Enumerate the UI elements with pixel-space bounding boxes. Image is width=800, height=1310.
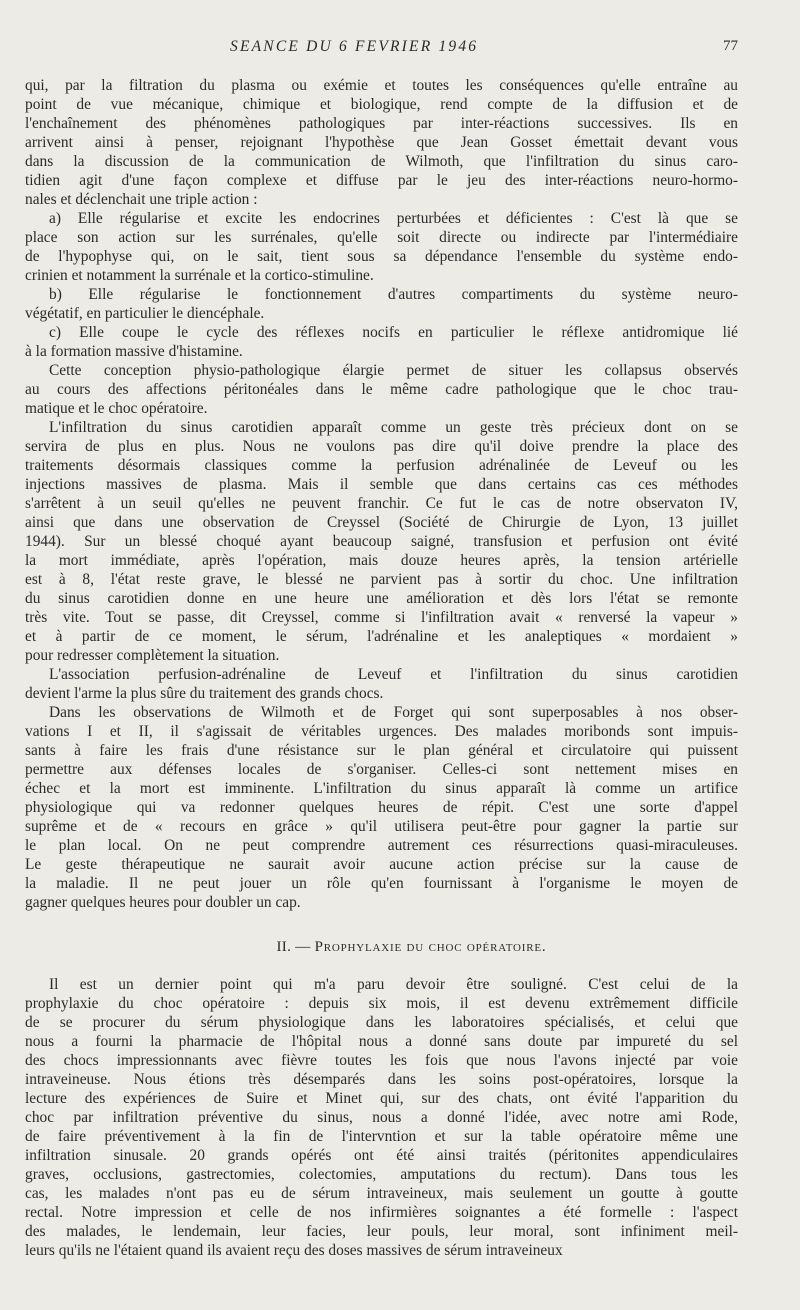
text-line: qui, par la filtration du plasma ou exémie et toutes les conséquences qu'elle entraîne au (25, 77, 738, 94)
text-line: végétatif, en particulier le diencéphale. (25, 305, 265, 322)
text-line: la maladie. Il ne peut jouer un rôle qu'en fournissant à l'organisme le moyen de (25, 875, 738, 892)
text-line: b) Elle régularise le fonctionnement d'autres compartiments du système neuro- (49, 286, 738, 303)
section-heading (25, 938, 738, 957)
text-line: la mort immédiate, après l'opération, mais douze heures après, la tension artérielle (25, 552, 738, 569)
text-line: nous a fourni la pharmacie de l'hôpital nous a donné sans doute par impureté du sel (25, 1033, 738, 1050)
text-line: L'association perfusion-adrénaline de Leveuf et l'infiltration du sinus carotidien (49, 666, 738, 683)
running-head (0, 38, 800, 60)
paragraph (25, 665, 738, 703)
paragraph-block (25, 76, 738, 912)
text-line: permettre aux défenses locales de s'organiser. Celles-ci sont nettement mises en (25, 761, 738, 778)
text-line: Dans les observations de Wilmoth et de Forget qui sont superposables à nos obser- (49, 704, 738, 721)
text-line: a) Elle régularise et excite les endocrines perturbées et déficientes : C'est là que se (49, 210, 738, 227)
text-line: s'arrêtent à un seuil qu'elles ne peuvent franchir. Ce fut le cas de notre observaton IV, (25, 495, 738, 512)
paragraph (25, 285, 738, 323)
text-line: traitements désormais classiques comme la perfusion adrénalinée de Leveuf ou les (25, 457, 738, 474)
text-line: au cours des affections péritonéales dans le même cadre pathologique que le choc trau- (25, 381, 738, 398)
text-line: servira de plus en plus. Nous ne voulons pas dire qu'il doive prendre la place des (25, 438, 738, 455)
text-line: suprême et de « recours en grâce » qu'il utilisera peut-être pour gagner la partie sur (25, 818, 738, 835)
text-line: L'infiltration du sinus carotidien apparaît comme un geste très précieux dont on se (49, 419, 738, 436)
text-line: physiologique qui va redonner quelques heures de répit. C'est une sorte d'appel (25, 799, 738, 816)
text-line: cas, les malades n'ont pas eu de sérum intraveineux, mais seulement un goutte à goutte (25, 1185, 738, 1202)
text-line: échec et la mort est imminente. L'infiltration du sinus apparaît là comme un artifice (25, 780, 738, 797)
text-line: nales et déclenchait une triple action : (25, 191, 258, 208)
text-line: l'enchaînement des phénomènes pathologiques par inter-réactions successives. Ils en (25, 115, 738, 132)
text-line: arrivent ainsi à penser, rejoignant l'hypothèse que Jean Gosset émettait devant vous (25, 134, 738, 151)
section-title: Prophylaxie du choc opératoire. (314, 939, 547, 955)
text-line: à la formation massive d'histamine. (25, 343, 243, 360)
text-line: devient l'arme la plus sûre du traitement des grands chocs. (25, 685, 384, 702)
text-line: dans la discussion de la communication de Wilmoth, que l'infiltration du sinus caro- (25, 153, 738, 170)
running-title: SEANCE DU 6 FEVRIER 1946 (230, 38, 479, 55)
paragraph (25, 703, 738, 912)
text-line: et à partir de ce moment, le sérum, l'adrénaline et les analeptiques « mordaient » (25, 628, 738, 645)
text-line: de se procurer du sérum physiologique dans les laboratoires spécialisés, et celui que (25, 1014, 738, 1031)
text-line: des chocs impressionnants avec fièvre toutes les fois que nous l'avons injecté par voie (25, 1052, 738, 1069)
paragraph (25, 323, 738, 361)
text-line: prophylaxie du choc opératoire : depuis six mois, il est devenu extrêmement difficile (25, 995, 738, 1012)
text-line: ainsi que dans une observation de Creyssel (Société de Chirurgie de Lyon, 13 juillet (25, 514, 738, 531)
paragraph (25, 975, 738, 1260)
paragraph (25, 209, 738, 285)
text-line: intraveineuse. Nous étions très désemparés dans les soins post-opératoires, lorsque la (25, 1071, 738, 1088)
section-spacer (25, 957, 738, 975)
text-line: lecture des expériences de Suire et Minet qui, sur des chats, ont évité l'apparition du (25, 1090, 738, 1107)
text-line: Le geste thérapeutique ne saurait avoir aucune action précise sur la cause de (25, 856, 738, 873)
text-line: sants à faire les frais d'une résistance sur le plan général et circulatoire qui puissent (25, 742, 738, 759)
text-line: de l'hypophyse qui, on le sait, tient sous sa dépendance l'ensemble du système endo- (25, 248, 738, 265)
text-line: pour redresser complètement la situation. (25, 647, 280, 664)
section-spacer (25, 912, 738, 938)
text-line: matique et le choc opératoire. (25, 400, 208, 417)
text-line: le plan local. On ne peut comprendre autrement ces résurrections quasi-miraculeuses. (25, 837, 738, 854)
text-line: graves, occlusions, gastrectomies, colectomies, amputations du rectum). Dans tous les (25, 1166, 738, 1183)
text-line: est à 8, l'état reste grave, le blessé ne parvient pas à sortir du choc. Une infiltration (25, 571, 738, 588)
text-line: injections massives de plasma. Mais il semble que dans certains cas ces méthodes (25, 476, 738, 493)
text-line: choc par infiltration préventive du sinus, nous a donné l'idée, avec notre ami Rode, (25, 1109, 738, 1126)
section-number: II. — (276, 939, 311, 955)
section-paragraph-block (25, 975, 738, 1260)
text-line: très vite. Tout se passe, dit Creyssel, comme si l'infiltration avait « renversé la vapeur » (25, 609, 738, 626)
text-line: place son action sur les surrénales, qu'elle soit directe ou indirecte par l'intermédiaire (25, 229, 738, 246)
text-line: vations I et II, il s'agissait de véritables urgences. Des malades moribonds sont impuis- (25, 723, 738, 740)
text-line: tidien agit d'une façon complexe et diffuse par le jeu des inter-réactions neuro-hormo- (25, 172, 738, 189)
text-line: du sinus carotidien donne en une heure une amélioration et dès lors l'état se remonte (25, 590, 738, 607)
text-line: crinien et notamment la surrénale et la cortico-stimuline. (25, 267, 374, 284)
text-line: Il est un dernier point qui m'a paru devoir être souligné. C'est celui de la (49, 976, 738, 993)
text-line: Cette conception physio-pathologique élargie permet de situer les collapsus observés (49, 362, 738, 379)
text-line: de faire préventivement à la fin de l'intervntion et sur la table opératoire même une (25, 1128, 738, 1145)
paragraph (25, 76, 738, 209)
text-line: rectal. Notre impression et celle de nos infirmières soignantes a été formelle : l'aspect (25, 1204, 738, 1221)
text-line: gagner quelques heures pour doubler un cap. (25, 894, 301, 911)
paragraph (25, 418, 738, 665)
text-line: leurs qu'ils ne l'étaient quand ils avaient reçu des doses massives de sérum intraveineux (25, 1242, 563, 1259)
text-line: 1944). Sur un blessé choqué ayant beaucoup saigné, transfusion et perfusion ont évité (25, 533, 738, 550)
body-text (25, 76, 738, 1260)
text-line: infiltration sinusale. 20 grands opérés ont été ainsi traités (péritonites appendiculaires (25, 1147, 738, 1164)
text-line: des malades, le lendemain, leur facies, leur pouls, leur moral, sont infiniment meil- (25, 1223, 738, 1240)
text-line: point de vue mécanique, chimique et biologique, rend compte de la diffusion et de (25, 96, 738, 113)
paragraph (25, 361, 738, 418)
text-line: c) Elle coupe le cycle des réflexes nocifs en particulier le réflexe antidromique lié (49, 324, 738, 341)
page-number: 77 (723, 38, 738, 54)
